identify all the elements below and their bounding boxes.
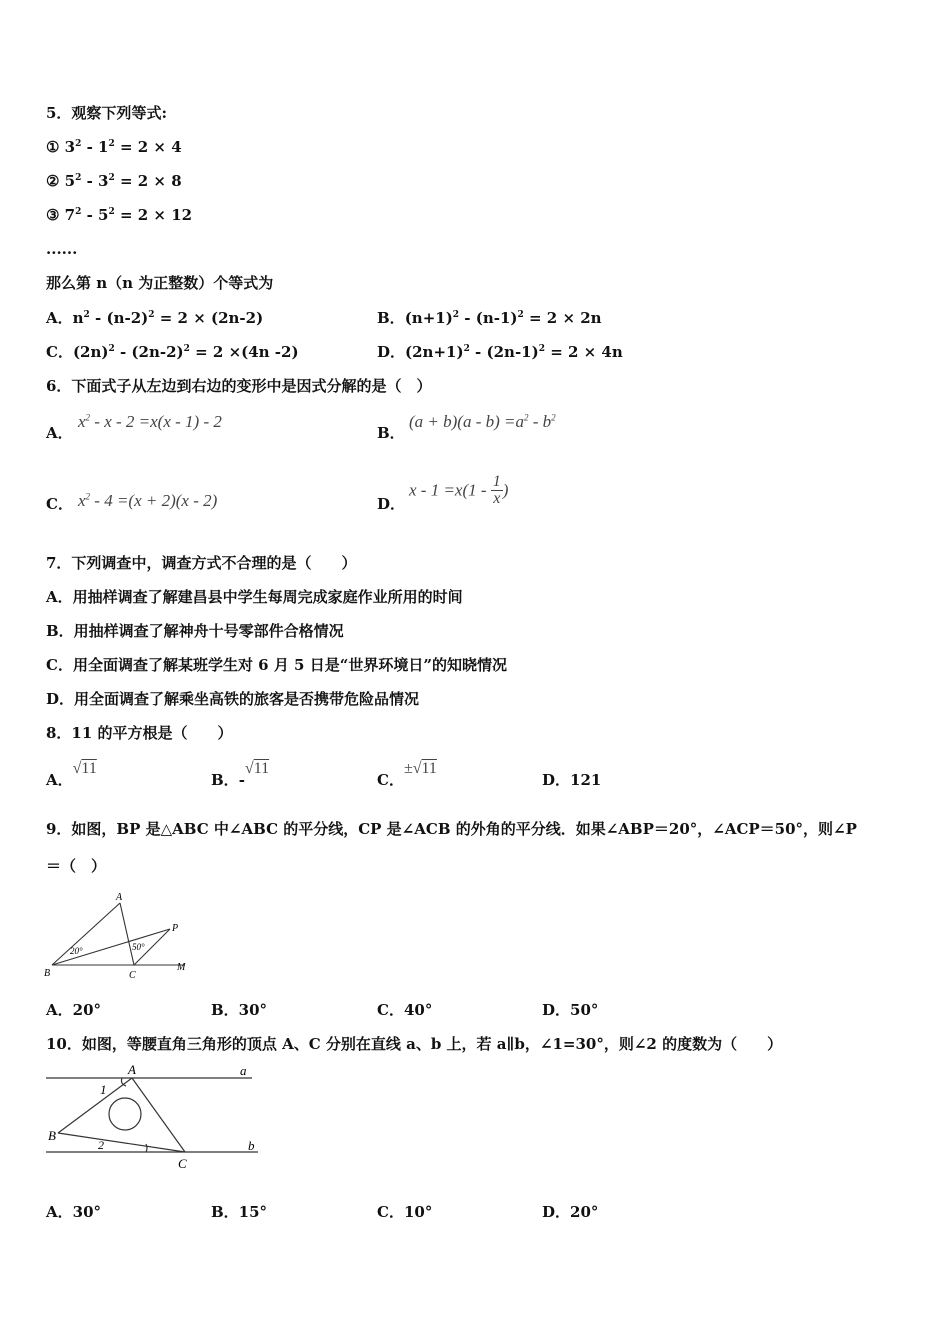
q9-label-b: B xyxy=(44,968,51,979)
q5-question: 那么第 n（n 为正整数）个等式为 xyxy=(46,274,274,292)
q9-figure xyxy=(40,888,200,984)
q10-option-a[interactable]: A．30° xyxy=(46,1203,102,1221)
q7-option-b[interactable]: B．用抽样调查了解神舟十号零部件合格情况 xyxy=(46,622,344,640)
q6-title: 6．下面式子从左边到右边的变形中是因式分解的是（ ） xyxy=(46,377,432,395)
q6-option-d-label[interactable]: D． xyxy=(377,495,406,513)
q5-equation-1: ① $3^2 - 1^2 = 2 \times 4$ xyxy=(46,138,182,156)
q5-option-b[interactable]: B．$(n+1)^2 - (n-1)^2 = 2 \times 2n$ xyxy=(377,309,602,327)
q5-title: 5．观察下列等式: xyxy=(46,104,167,122)
q7-option-d[interactable]: D．用全面调查了解乘坐高铁的旅客是否携带危险品情况 xyxy=(46,690,420,708)
q10-circle xyxy=(109,1098,141,1130)
q5-option-a[interactable]: A．$n^2 - (n-2)^2 = 2 \times (2n-2)$ xyxy=(46,309,264,327)
q6-option-a-label[interactable]: A． xyxy=(46,424,73,442)
q8-option-a[interactable]: A．√11 xyxy=(46,760,97,789)
q6-option-b-formula[interactable]: $(a + b)(a - b) =a^2 - b^2$ xyxy=(409,412,556,431)
q8-title: 8．11 的平方根是（ ） xyxy=(46,724,233,742)
q5-option-d[interactable]: D．$(2n+1)^2 - (2n-1)^2 = 2 \times 4n$ xyxy=(377,343,623,361)
q10-label-c: C xyxy=(178,1156,187,1171)
q10-side-bc xyxy=(58,1133,185,1152)
q10-option-d[interactable]: D．20° xyxy=(542,1203,599,1221)
q9-angle-50: 50° xyxy=(132,942,145,952)
q10-angle-2-arc xyxy=(146,1144,147,1152)
q10-label-line-b: b xyxy=(248,1138,255,1153)
q5-equation-3: ③ $7^2 - 5^2 = 2 \times 12$ xyxy=(46,206,193,224)
q9-option-b[interactable]: B．30° xyxy=(211,1001,268,1019)
q9-title-line1: 9．如图，BP 是△ABC 中∠ABC 的平分线，CP 是∠ACB 的外角的平分线．如果∠ABP＝20°，∠ACP＝50°，则∠P xyxy=(46,820,857,838)
q9-label-m: M xyxy=(177,962,186,973)
q5-equation-2: ② $5^2 - 3^2 = 2 \times 8$ xyxy=(46,172,182,190)
q10-option-b[interactable]: B．15° xyxy=(211,1203,268,1221)
q10-option-c[interactable]: C．10° xyxy=(377,1203,433,1221)
q9-label-c: C xyxy=(129,970,136,981)
q9-side-ba xyxy=(52,903,120,965)
q5-option-c[interactable]: C．$(2n)^2 - (2n-2)^2 = 2 \times(4n$ -2) xyxy=(46,343,299,361)
q7-option-c[interactable]: C．用全面调查了解某班学生对 6 月 5 日是“世界环境日”的知晓情况 xyxy=(46,656,507,674)
q10-angle-2: 2 xyxy=(98,1138,104,1152)
q9-option-d[interactable]: D．50° xyxy=(542,1001,599,1019)
q9-option-a[interactable]: A．20° xyxy=(46,1001,102,1019)
q9-label-a: A xyxy=(116,892,123,903)
q6-option-a-formula[interactable]: $x^2 - x - 2 =x(x - 1) - 2$ xyxy=(78,412,222,431)
q10-side-ac xyxy=(132,1078,185,1152)
q9-title-line2: ＝（ ） xyxy=(46,857,107,875)
q9-option-c[interactable]: C．40° xyxy=(377,1001,433,1019)
q8-option-c[interactable]: C．±√11 xyxy=(377,760,437,789)
q10-title: 10．如图，等腰直角三角形的顶点 A、C 分别在直线 a、b 上，若 a∥b，∠1=30°，则∠2 的度数为（ ） xyxy=(46,1035,783,1053)
q6-option-d-formula[interactable]: x - 1 =x(1 - $\frac{1}{x}$ ) xyxy=(409,473,509,507)
q6-option-c-formula[interactable]: $x^2 - 4 =(x + 2)(x - 2)$ xyxy=(78,491,218,510)
q10-label-line-a: a xyxy=(240,1063,247,1078)
q8-option-b[interactable]: B．-√11 xyxy=(211,760,270,789)
q6-option-b-label[interactable]: B． xyxy=(377,424,405,442)
q10-label-b: B xyxy=(48,1128,56,1143)
q10-angle-1: 1 xyxy=(100,1082,107,1097)
q6-option-c-label[interactable]: C． xyxy=(46,495,73,513)
q9-label-p: P xyxy=(172,923,179,934)
q10-label-a: A xyxy=(128,1062,136,1077)
q7-option-a[interactable]: A．用抽样调查了解建昌县中学生每周完成家庭作业所用的时间 xyxy=(46,588,463,606)
q9-side-ac xyxy=(120,903,134,965)
q10-figure xyxy=(40,1060,270,1176)
q9-angle-20: 20° xyxy=(70,946,83,956)
q10-side-ab xyxy=(58,1078,132,1133)
q7-title: 7．下列调查中，调查方式不合理的是（ ） xyxy=(46,554,357,572)
q8-option-d[interactable]: D．121 xyxy=(542,771,602,789)
q5-ellipsis: ...... xyxy=(46,240,78,258)
